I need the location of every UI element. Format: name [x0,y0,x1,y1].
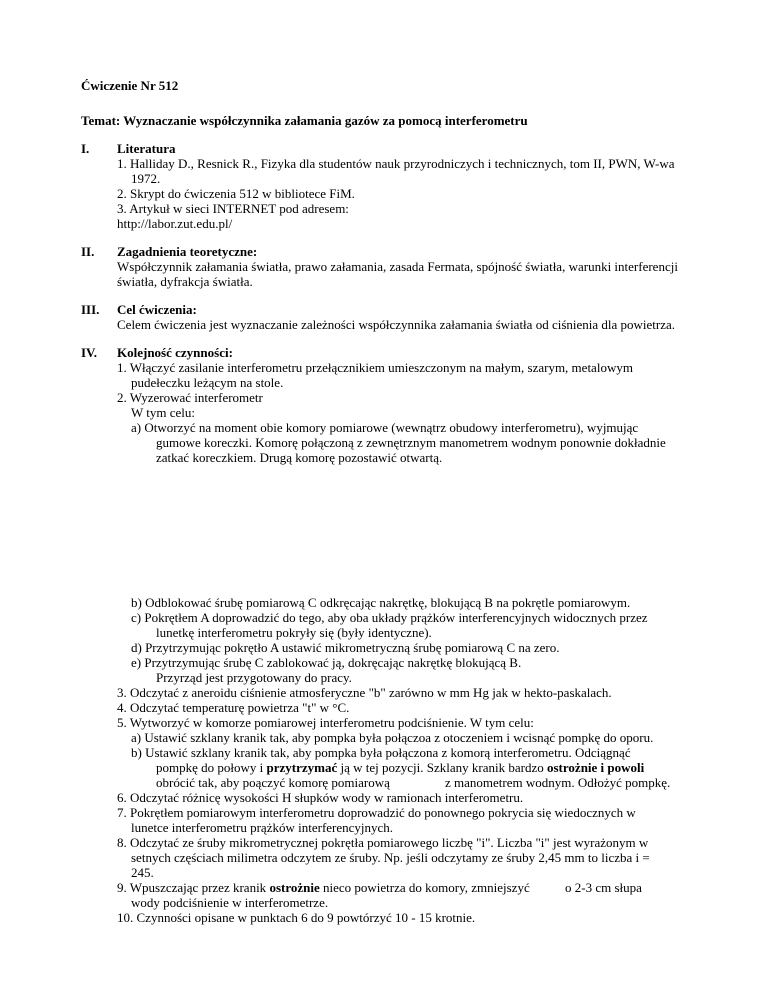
step-6: 6. Odczytać różnicę wysokości H słupków wody w ramionach interferometru. [117,790,524,805]
section-4-number: IV. [81,345,98,360]
section-2-number: II. [81,244,95,259]
lit-item-1: 1. Halliday D., Resnick R., Fizyka dla studentów nauk przyrodniczych i technicznych, tom II, PWN, W-wa [117,156,675,171]
step-8-cont-2: 245. [131,865,154,880]
step-2c: c) Pokrętłem A doprowadzić do tego, aby oba układy prążków interferencyjnych widocznych przez [131,610,648,625]
step-2a-cont-1: gumowe koreczki. Komorę połączoną z zewnętrznym manometrem wodnym ponownie dokładnie [156,435,666,450]
step-1-cont: pudełeczku leżącym na stole. [131,375,284,390]
step-9 [117,880,530,895]
step-2-intro: W tym celu: [131,405,196,420]
lit-item-2: 2. Skrypt do ćwiczenia 512 w bibliotece FiM. [117,186,355,201]
step-2b: b) Odblokować śrubę pomiarową C odkręcając nakrętkę, blokującą B na pokrętle pomiarowym. [131,595,631,610]
section-1-number: I. [81,141,90,156]
step-8-cont-1: setnych częściach milimetra odczytem ze śruby. Np. jeśli odczytamy ze śruby 2,45 mm to liczba i = [131,850,650,865]
step-3: 3. Odczytać z aneroidu ciśnienie atmosferyczne "b" zarówno w mm Hg jak w hekto-paskalach. [117,685,612,700]
section-1-title: Literatura [117,141,176,156]
section-3-number: III. [81,302,100,317]
step-9-text-1: 9. Wpuszczając przez kranik [117,880,270,895]
step-9-tail: o 2-3 cm słupa [565,880,642,895]
step-8: 8. Odczytać ze śruby mikrometrycznej pokrętła pomiarowego liczbę "i". Liczba "i" jest wyrażonym w [117,835,649,850]
section-3-line-1: Celem ćwiczenia jest wyznaczanie zależności współczynnika załamania światła od ciśnienia dla powietrza. [117,317,676,332]
section-2-line-2: światła, dyfrakcja światła. [117,274,253,289]
step-5b-cont-2: obrócić tak, aby poączyć komorę pomiarową [156,775,390,790]
section-2-title: Zagadnienia teoretyczne: [117,244,258,259]
step-9-text-2: nieco powietrza do komory, zmniejszyć [319,880,530,895]
section-4-title: Kolejność czynności: [117,345,233,360]
section-2-line-1: Współczynnik załamania światła, prawo załamania, zasada Fermata, spójność światła, warunki interferencji [117,259,678,274]
step-7-cont: lunetce interferometru prążków interferencyjnych. [131,820,394,835]
step-9-cont: wody podciśnienie w interferometrze. [131,895,329,910]
step-2e: e) Przytrzymując śrubę C zablokować ją, dokręcając nakrętkę blokującą B. [131,655,522,670]
lit-url: http://labor.zut.edu.pl/ [117,216,233,231]
step-5b-text-1: pompkę do połowy i [156,760,267,775]
topic: Temat: Wyznaczanie współczynnika załamania gazów za pomocą interferometru [81,113,528,128]
step-5b-cont-1 [156,760,644,775]
step-5b: b) Ustawić szklany kranik tak, aby pompka była połączona z komorą interferometru. Odciągnąć [131,745,631,760]
step-5b-cont-2-tail: z manometrem wodnym. Odłożyć pompkę. [445,775,671,790]
step-2: 2. Wyzerować interferometr [117,390,263,405]
step-5: 5. Wytworzyć w komorze pomiarowej interferometru podciśnienie. W tym celu: [117,715,534,730]
lit-item-1-cont: 1972. [131,171,161,186]
step-1: 1. Włączyć zasilanie interferometru przełącznikiem umieszczonym na małym, szarym, metalowym [117,360,633,375]
step-10: 10. Czynności opisane w punktach 6 do 9 powtórzyć 10 - 15 krotnie. [117,910,476,925]
section-3-title: Cel ćwiczenia: [117,302,197,317]
step-5b-bold-1: przytrzymać [266,760,338,775]
step-5b-text-2: ją w tej pozycji. Szklany kranik bardzo [337,760,547,775]
step-2a: a) Otworzyć na moment obie komory pomiarowe (wewnątrz obudowy interferometru), wyjmując [131,420,639,435]
step-5b-bold-2: ostrożnie i powoli [547,760,645,775]
step-9-bold: ostrożnie [269,880,320,895]
lit-item-3: 3. Artykuł w sieci INTERNET pod adresem: [117,201,349,216]
step-2d: d) Przytrzymując pokrętło A ustawić mikrometryczną śrubę pomiarową C na zero. [131,640,560,655]
step-4: 4. Odczytać temperaturę powietrza "t" w °C. [117,700,350,715]
step-2a-cont-2: zatkać koreczkiem. Drugą komorę pozostawić otwartą. [156,450,443,465]
step-5a: a) Ustawić szklany kranik tak, aby pompka była połączoa z otoczeniem i wcisnąć pompkę do oporu. [131,730,654,745]
step-2c-cont: lunetkę interferometru pokryły się (były identyczne). [156,625,432,640]
exercise-title: Ćwiczenie Nr 512 [81,78,179,93]
step-7: 7. Pokrętłem pomiarowym interferometru doprowadzić do ponownego pokrycia się wiedocznych w [117,805,636,820]
step-2e-cont: Przyrząd jest przygotowany do pracy. [156,670,352,685]
